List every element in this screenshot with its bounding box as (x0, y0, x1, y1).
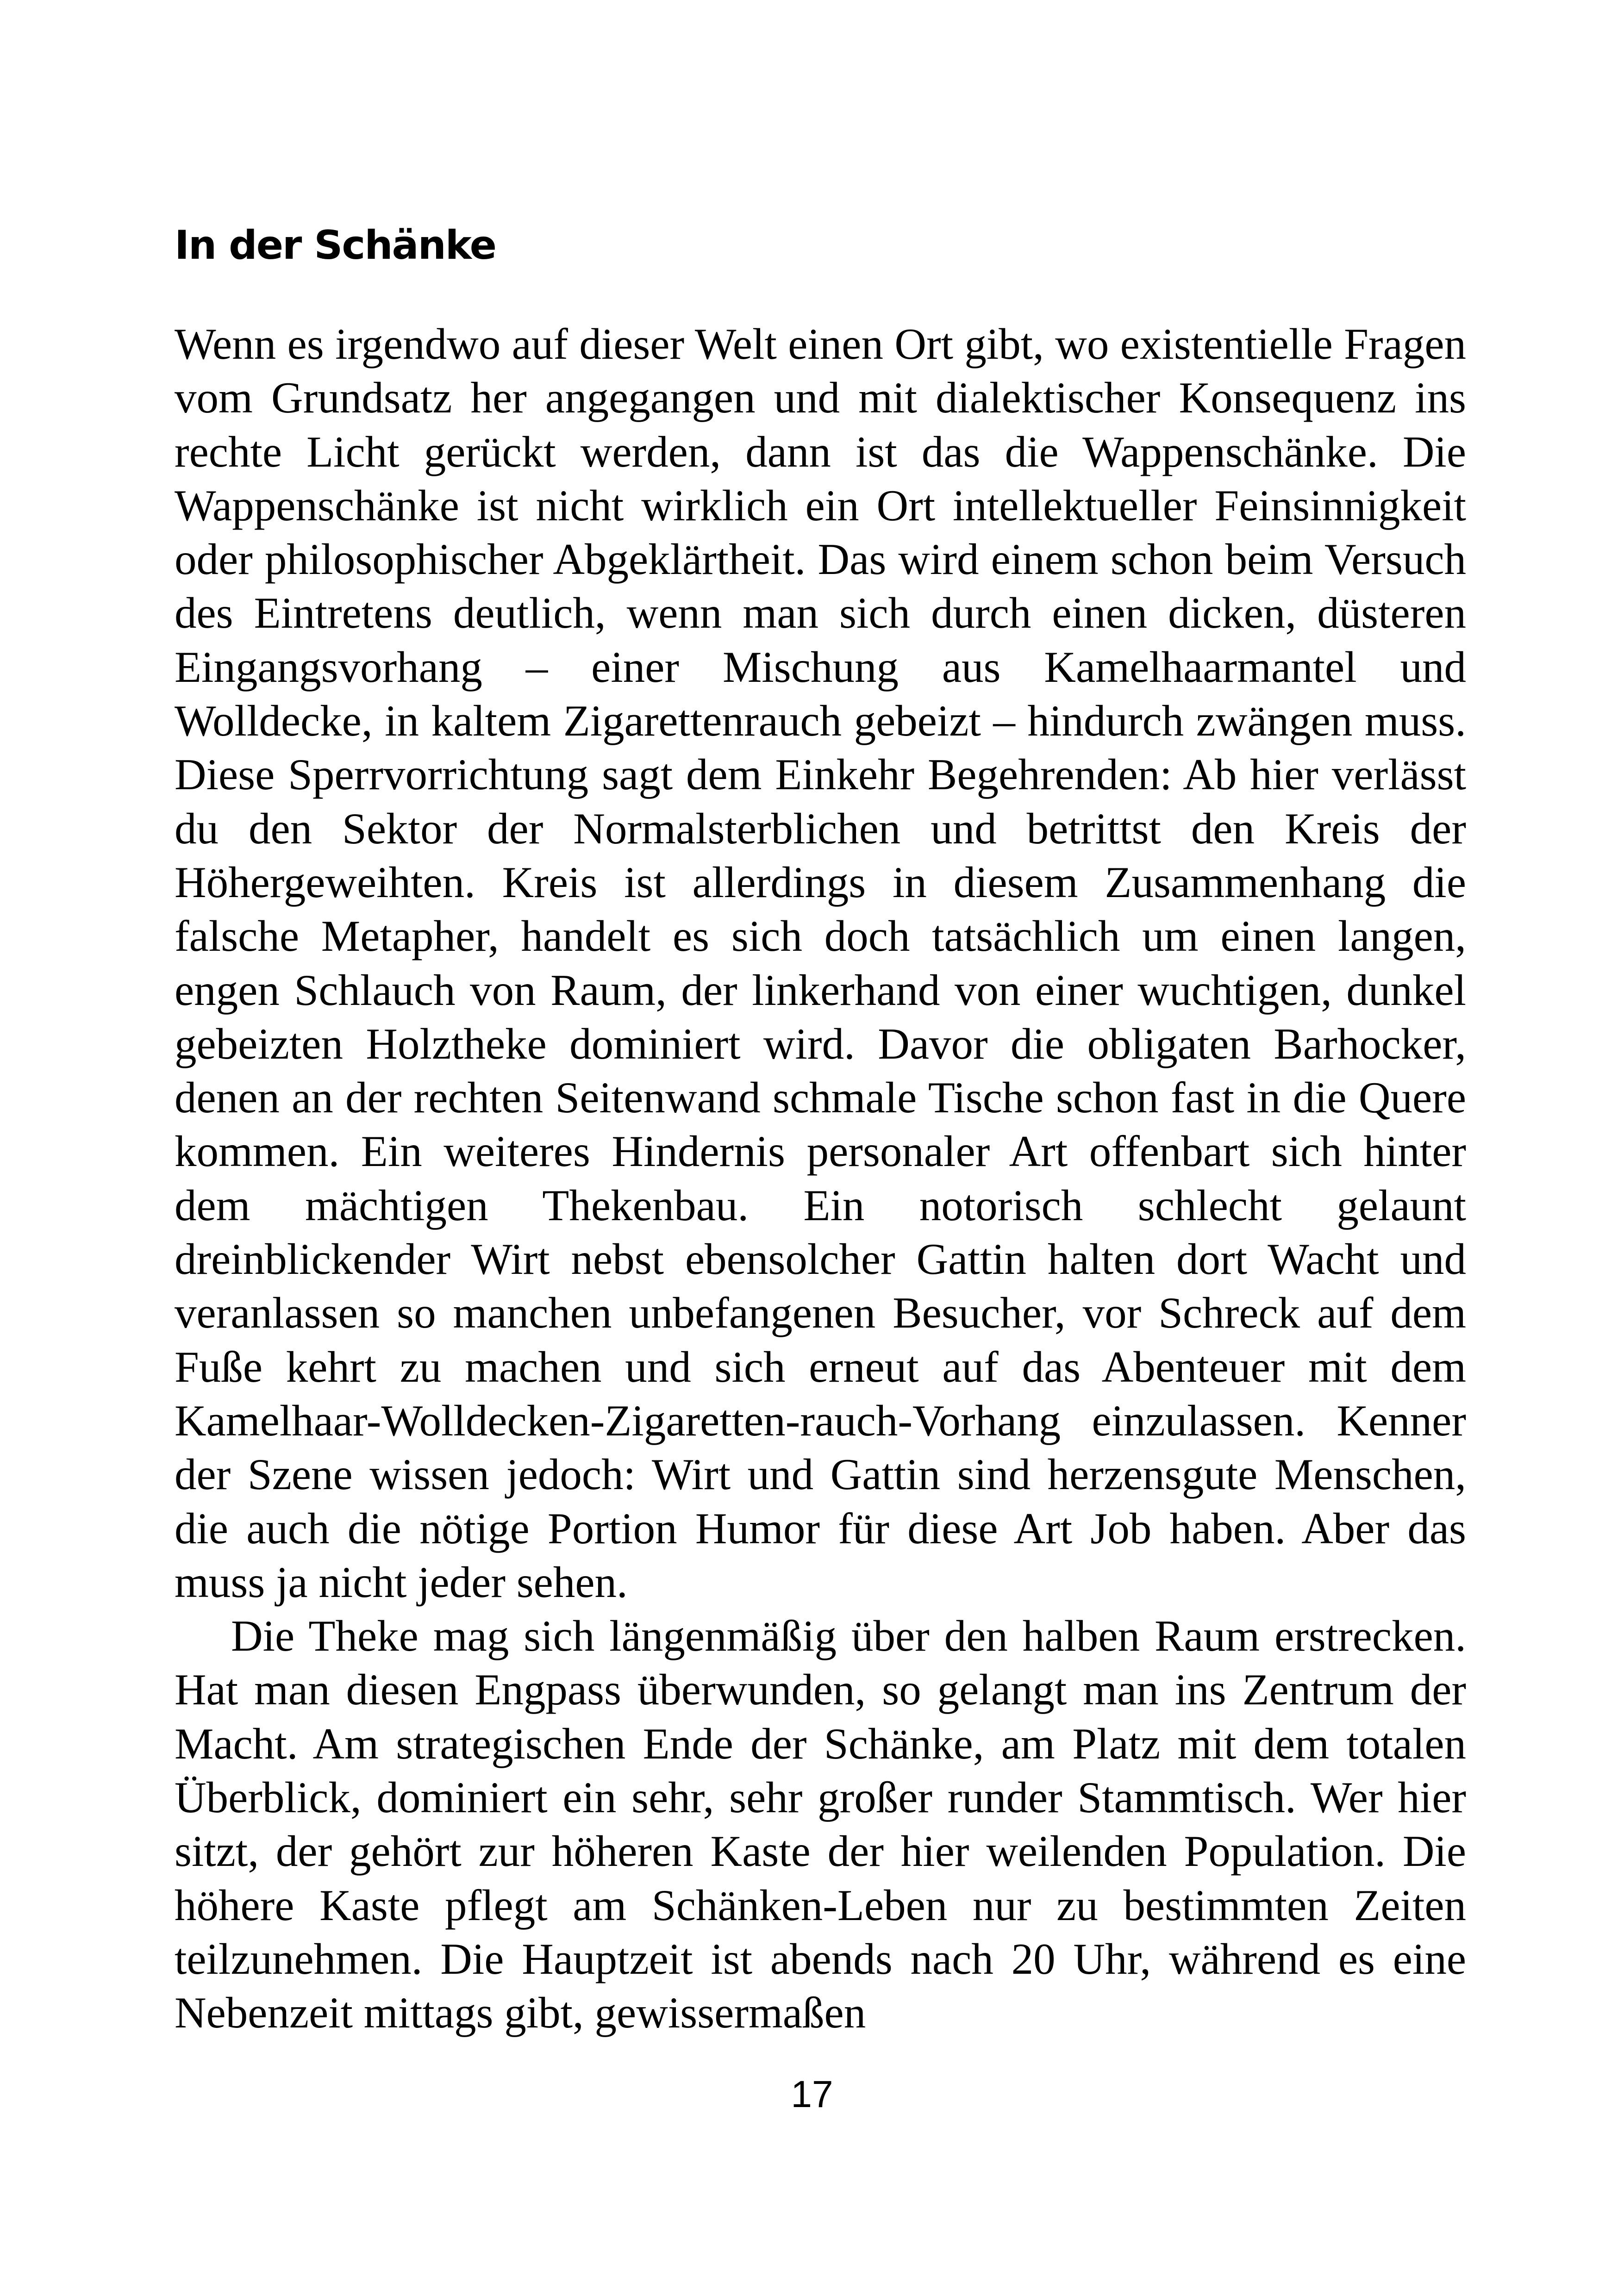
paragraph-2: Die Theke mag sich längenmäßig über den halben Raum erstrecken. Hat man diesen Engpass überwunden, so gelangt man ins Zentrum der Macht. Am strategischen Ende der Schänke, am Platz mit dem totalen Überblick, dominiert ein sehr, sehr großer runder Stammtisch. Wer hier sitzt, der gehört zur höheren Kaste der hier weilenden Population. Die höhere Kaste pflegt am Schänken-Leben nur zu bestimmten Zeiten teilzunehmen. Die Hauptzeit ist abends nach 20 Uhr, während es eine Nebenzeit mittags gibt, gewissermaßen (175, 1611, 1466, 2038)
body-text (175, 317, 1466, 2040)
chapter-heading: In der Schänke (175, 222, 496, 268)
page-number: 17 (791, 2073, 833, 2115)
paragraph-1: Wenn es irgendwo auf dieser Welt einen Ort gibt, wo existentielle Fragen vom Grundsatz her angegangen und mit dialektischer Konsequenz ins rechte Licht gerückt werden, dann ist das die Wappenschänke. Die Wappenschänke ist nicht wirklich ein Ort intellektueller Feinsinnigkeit oder philosophischer Abgeklärtheit. Das wird einem schon beim Versuch des Eintretens deutlich, wenn man sich durch einen dicken, düsteren Eingangsvorhang – einer Mischung aus Kamelhaarmantel und Wolldecke, in kaltem Zigarettenrauch gebeizt – hindurch zwängen muss. Diese Sperrvorrichtung sagt dem Einkehr Begehrenden: Ab hier verlässt du den Sektor der Normalsterblichen und betrittst den Kreis der Höhergeweihten. Kreis ist allerdings in diesem Zusammenhang die falsche Metapher, handelt es sich doch tatsächlich um einen langen, engen Schlauch von Raum, der linkerhand von einer wuchtigen, dunkel gebeizten Holztheke dominiert wird. Davor die obligaten Barhocker, denen an der rechten Seitenwand schmale Tische schon fast in die Quere kommen. Ein weiteres Hindernis personaler Art offenbart sich hinter dem mächtigen Thekenbau. Ein notorisch schlecht gelaunt dreinblickender Wirt nebst ebensolcher Gattin halten dort Wacht und veranlassen so manchen unbefangenen Besucher, vor Schreck auf dem Fuße kehrt zu machen und sich erneut auf das Abenteuer mit dem Kamelhaar-Wolldecken-Zigaretten-rauch-Vorhang einzulassen. Kenner der Szene wissen jedoch: Wirt und Gattin sind herzensgute Menschen, die auch die nötige Portion Humor für diese Art Job haben. Aber das muss ja nicht jeder sehen. (175, 319, 1466, 1607)
